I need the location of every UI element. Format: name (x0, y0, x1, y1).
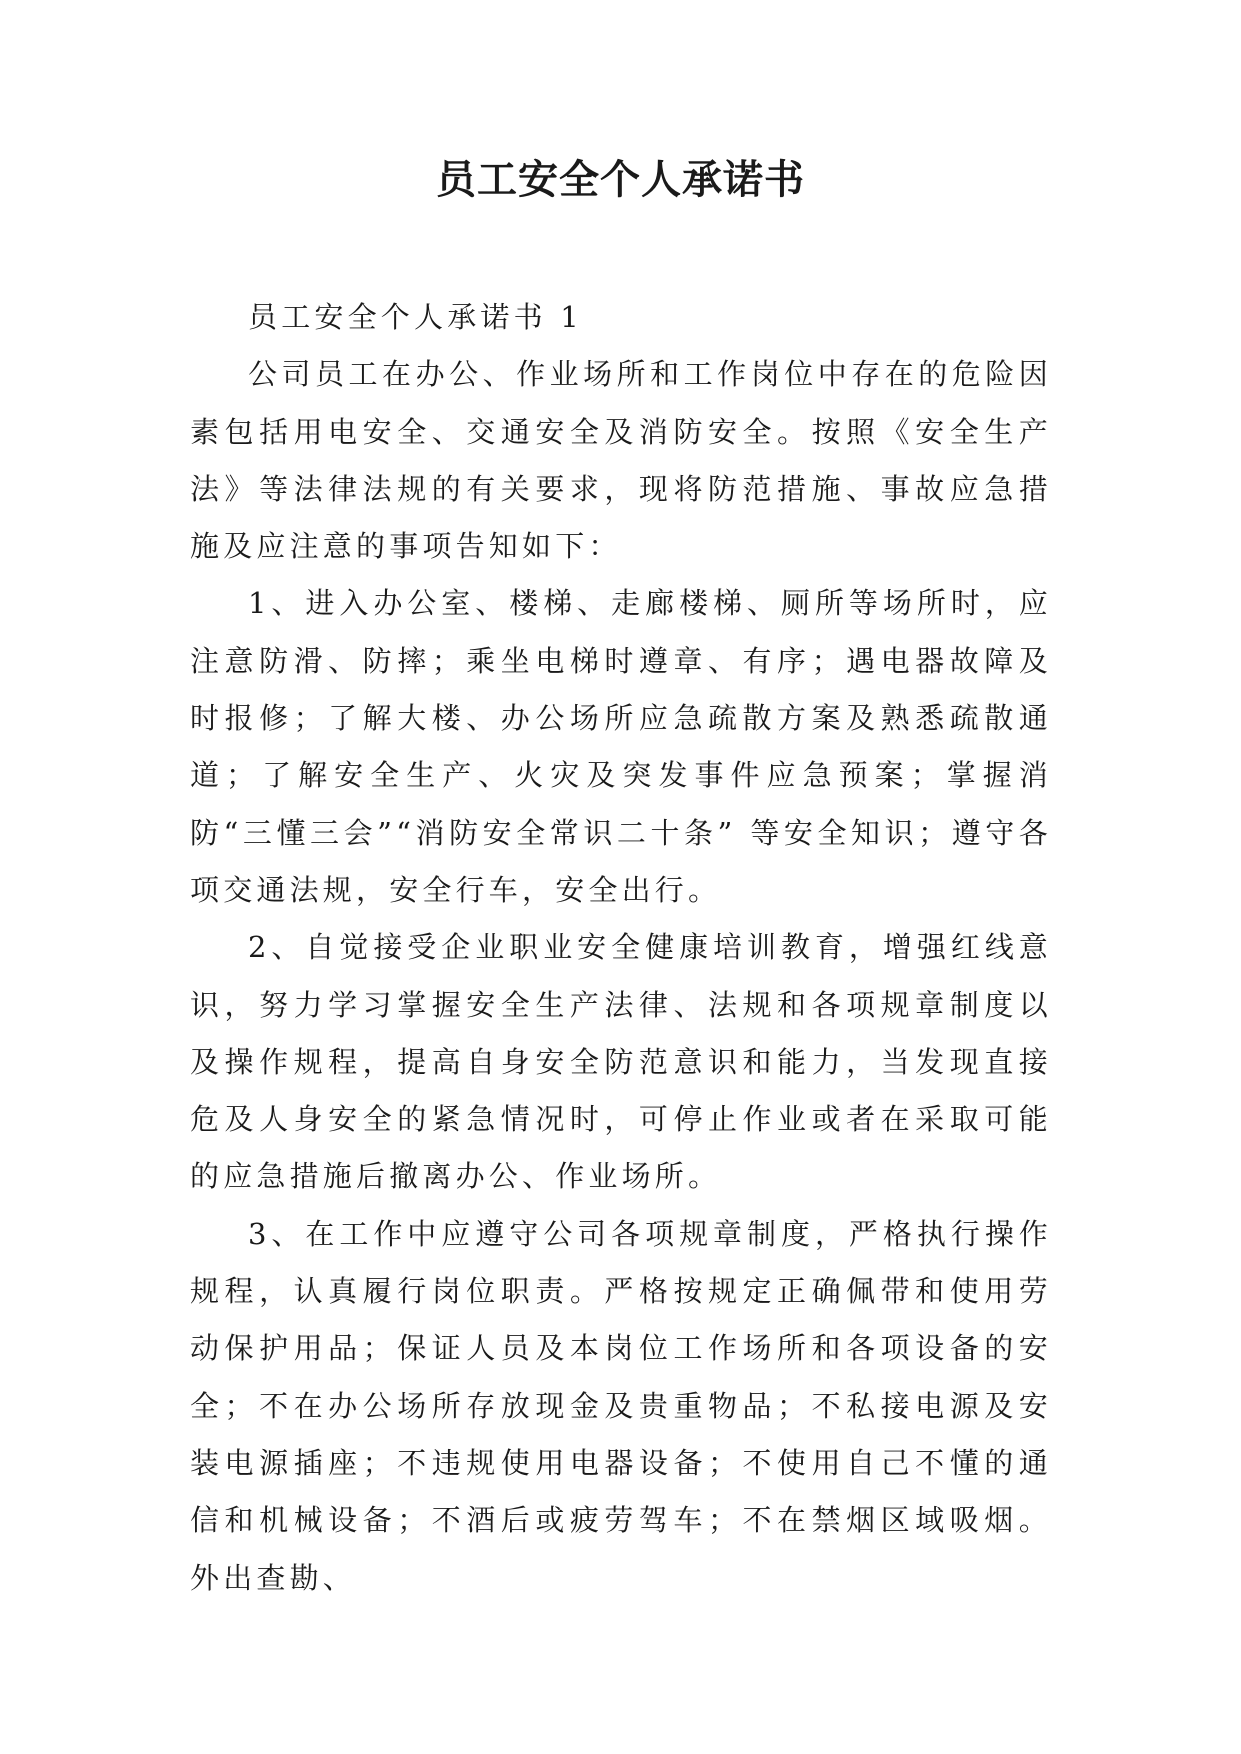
paragraph-item-2: 2、自觉接受企业职业安全健康培训教育，增强红线意识，努力学习掌握安全生产法律、法规和各项规章制度以及操作规程，提高自身安全防范意识和能力，当发现直接危及人身安全的紧急情况时，可停止作业或者在采取可能的应急措施后撤离办公、作业场所。 (190, 930, 1052, 1194)
paragraph-item-3: 3、在工作中应遵守公司各项规章制度，严格执行操作规程，认真履行岗位职责。严格按规定正确佩带和使用劳动保护用品；保证人员及本岗位工作场所和各项设备的安全；不在办公场所存放现金及贵重物品；不私接电源及安装电源插座；不违规使用电器设备；不使用自己不懂的通信和机械设备；不酒后或疲劳驾车；不在禁烟区域吸烟。外出查勘、 (190, 1216, 1052, 1595)
document-title: 员工安全个人承诺书 (436, 157, 805, 203)
paragraph-intro: 公司员工在办公、作业场所和工作岗位中存在的危险因素包括用电安全、交通安全及消防安全。按照《安全生产法》等法律法规的有关要求，现将防范措施、事故应急措施及应注意的事项告知如下： (190, 357, 1052, 564)
document-body (190, 289, 1052, 1607)
paragraph-item-1: 1、进入办公室、楼梯、走廊楼梯、厕所等场所时，应注意防滑、防摔；乘坐电梯时遵章、有序；遇电器故障及时报修；了解大楼、办公场所应急疏散方案及熟悉疏散通道；了解安全生产、火灾及突发事件应急预案；掌握消防“三懂三会”“消防安全常识二十条” 等安全知识；遵守各项交通法规，安全行车，安全出行。 (190, 586, 1052, 907)
section-heading: 员工安全个人承诺书 1 (248, 300, 583, 334)
